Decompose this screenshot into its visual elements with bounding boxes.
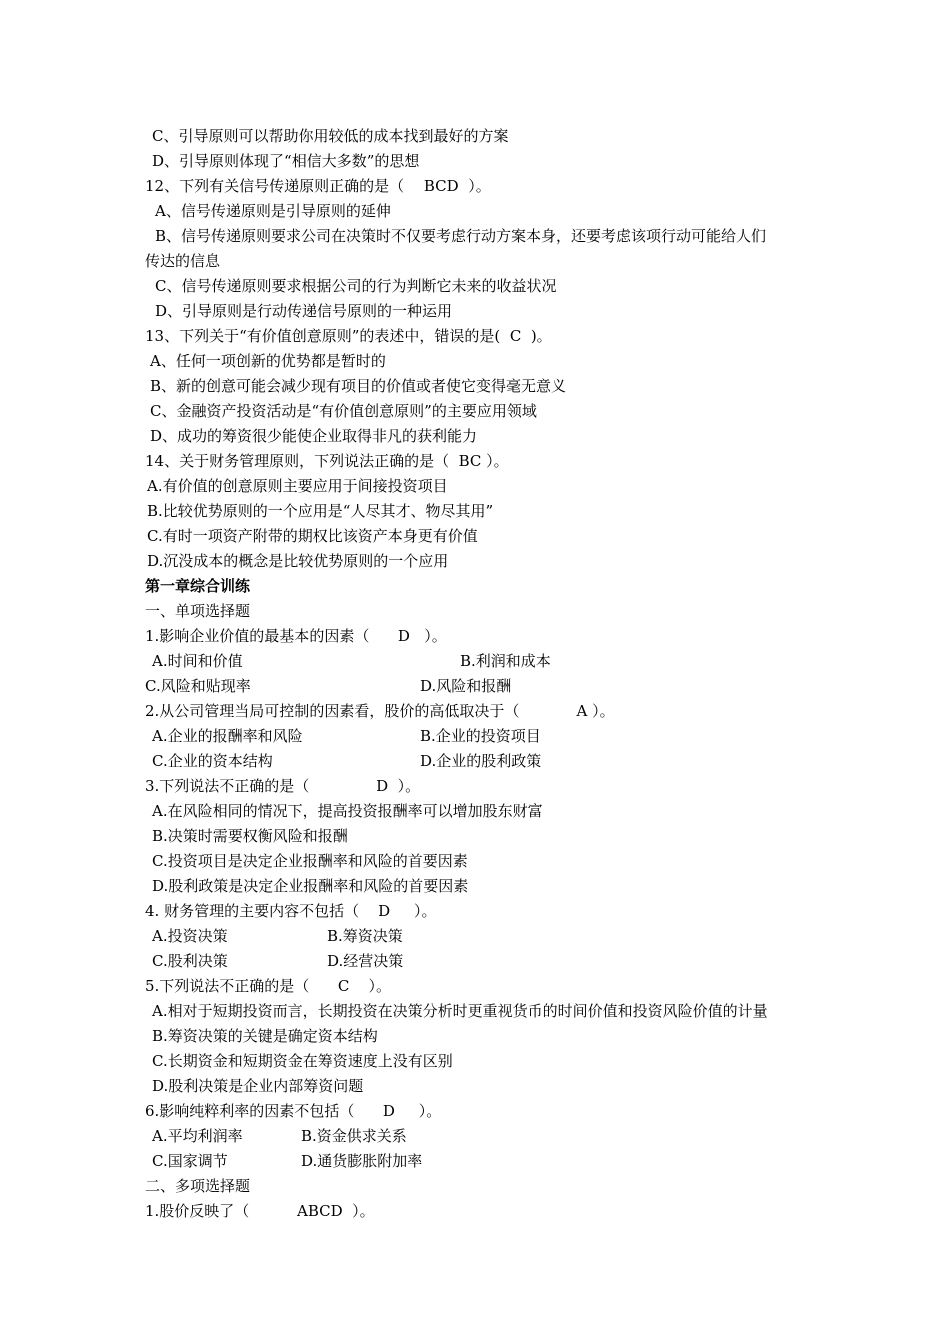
option-line: B、新的创意可能会减少现有项目的价值或者使它变得毫无意义 xyxy=(150,377,567,395)
option-line: C、引导原则可以帮助你用较低的成本找到最好的方案 xyxy=(152,127,509,145)
option-line: A.相对于短期投资而言，长期投资在决策分析时更重视货币的时间价值和投资风险价值的计量 xyxy=(152,1002,768,1020)
question-line: 1.股价反映了（ ABCD ）。 xyxy=(145,1202,375,1220)
option-line: D.股利决策是企业内部筹资问题 xyxy=(152,1077,364,1095)
option-line: D.股利政策是决定企业报酬率和风险的首要因素 xyxy=(152,877,469,895)
question-line: 1.影响企业价值的最基本的因素（ D ）。 xyxy=(145,627,447,645)
option-line: A、任何一项创新的优势都是暂时的 xyxy=(150,352,386,370)
option-line: B.资金供求关系 xyxy=(301,1127,407,1145)
question-line: 3.下列说法不正确的是（ D ）。 xyxy=(145,777,421,795)
question-line: 12、下列有关信号传递原则正确的是（ BCD ）。 xyxy=(145,177,491,195)
section-heading: 二、多项选择题 xyxy=(145,1177,251,1195)
chapter-heading: 第一章综合训练 xyxy=(145,577,251,595)
question-line: 2.从公司管理当局可控制的因素看，股价的高低取决于（ A ）。 xyxy=(145,702,615,720)
question-line: 4. 财务管理的主要内容不包括（ D ）。 xyxy=(145,902,437,920)
option-line: C、信号传递原则要求根据公司的行为判断它未来的收益状况 xyxy=(155,277,557,295)
option-line: A.企业的报酬率和风险 xyxy=(152,727,303,745)
option-line: D.企业的股利政策 xyxy=(420,752,542,770)
option-line: C.长期资金和短期资金在筹资速度上没有区别 xyxy=(152,1052,453,1070)
option-line: C.风险和贴现率 xyxy=(145,677,251,695)
option-line: D、引导原则体现了“相信大多数”的思想 xyxy=(152,152,420,170)
option-line: C.有时一项资产附带的期权比该资产本身更有价值 xyxy=(147,527,478,545)
option-line: B.决策时需要权衡风险和报酬 xyxy=(152,827,348,845)
question-line: 14、关于财务管理原则，下列说法正确的是（ BC ）。 xyxy=(145,452,509,470)
option-line: B.比较优势原则的一个应用是“人尽其才、物尽其用” xyxy=(147,502,494,520)
option-line: C.国家调节 xyxy=(152,1152,228,1170)
option-line: D.经营决策 xyxy=(327,952,404,970)
option-line: D、引导原则是行动传递信号原则的一种运用 xyxy=(155,302,453,320)
option-line: B.筹资决策 xyxy=(327,927,403,945)
option-line: B.企业的投资项目 xyxy=(420,727,541,745)
option-line: D.风险和报酬 xyxy=(420,677,512,695)
option-line: B、信号传递原则要求公司在决策时不仅要考虑行动方案本身，还要考虑该项行动可能给人们 xyxy=(155,227,767,245)
option-line: B.筹资决策的关键是确定资本结构 xyxy=(152,1027,378,1045)
section-heading: 一、单项选择题 xyxy=(145,602,251,620)
option-line: D.通货膨胀附加率 xyxy=(301,1152,423,1170)
option-line: B.利润和成本 xyxy=(460,652,551,670)
option-line: C.股利决策 xyxy=(152,952,228,970)
question-line: 13、下列关于“有价值创意原则”的表述中，错误的是( C )。 xyxy=(145,327,552,345)
option-line: A.有价值的创意原则主要应用于间接投资项目 xyxy=(147,477,448,495)
option-line: C.企业的资本结构 xyxy=(152,752,273,770)
option-line: D、成功的筹资很少能使企业取得非凡的获利能力 xyxy=(150,427,478,445)
option-line: A.投资决策 xyxy=(152,927,228,945)
option-line: C.投资项目是决定企业报酬率和风险的首要因素 xyxy=(152,852,468,870)
question-line: 6.影响纯粹利率的因素不包括（ D ）。 xyxy=(145,1102,442,1120)
option-line: A、信号传递原则是引导原则的延伸 xyxy=(155,202,391,220)
option-line-continued: 传达的信息 xyxy=(145,252,221,270)
option-line: A.平均利润率 xyxy=(152,1127,243,1145)
option-line: A.时间和价值 xyxy=(152,652,243,670)
question-line: 5.下列说法不正确的是（ C ）。 xyxy=(145,977,391,995)
option-line: C、金融资产投资活动是“有价值创意原则”的主要应用领域 xyxy=(150,402,537,420)
option-line: D.沉没成本的概念是比较优势原则的一个应用 xyxy=(147,552,449,570)
option-line: A.在风险相同的情况下，提高投资报酬率可以增加股东财富 xyxy=(152,802,543,820)
